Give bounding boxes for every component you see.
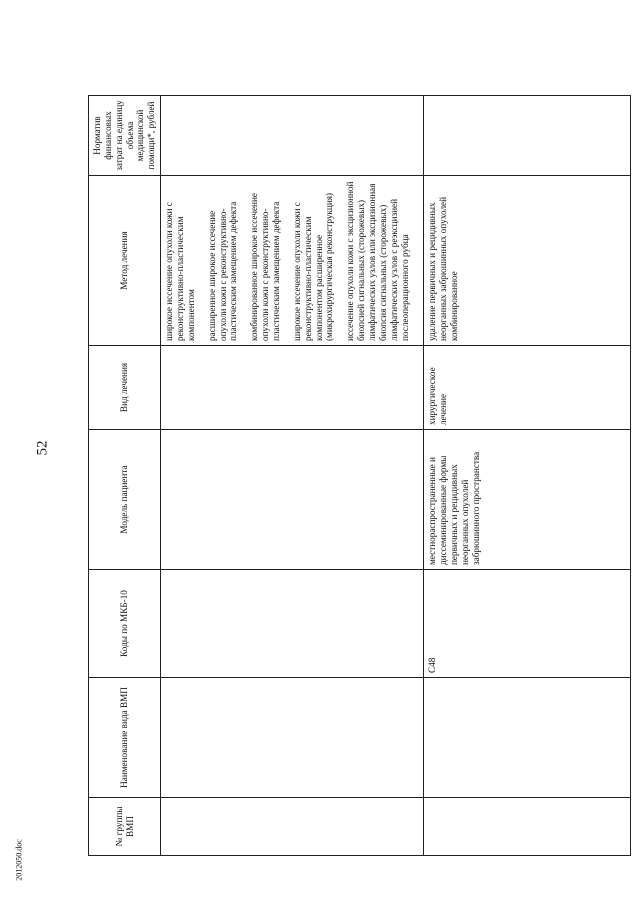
- rotated-table-container: [88, 96, 633, 856]
- cell-cost: [424, 96, 631, 176]
- cell-group: [424, 798, 631, 856]
- method-item: удаление первичных и рецидивных неорганных забрюшинных опухолей комбинированное: [427, 196, 460, 341]
- header-methods: Метод лечения: [89, 176, 161, 346]
- cell-treatment-type: хирургическое лечение: [424, 346, 631, 430]
- cell-methods: [424, 176, 631, 346]
- table-row: [161, 96, 424, 856]
- cell-patient-model: [161, 430, 424, 570]
- cell-group: [161, 798, 424, 856]
- header-group: № группы ВМП: [89, 798, 161, 856]
- header-treatment-type: Вид лечения: [89, 346, 161, 430]
- cell-name: [161, 678, 424, 798]
- cell-patient-model: местнораспространенные и диссеминированные формы первичных и рецидивных неорганных опухолей забрюшинного пространства: [424, 430, 631, 570]
- cell-methods: [161, 176, 424, 346]
- footer-code: 2012050.doc: [14, 839, 24, 881]
- cell-treatment-type: [161, 346, 424, 430]
- header-patient-model: Модель пациента: [89, 430, 161, 570]
- page-number: 52: [34, 440, 51, 456]
- medical-care-table: [88, 95, 631, 856]
- header-name: Наименование вида ВМП: [89, 678, 161, 798]
- header-row: [89, 96, 161, 856]
- header-cost: Норматив финансовых затрат на единицу объема медицинской помощи*, рублей: [89, 96, 161, 176]
- method-item: комбинированное широкое иссечение опухоли кожи с реконструктивно-пластическим замещением дефекта: [249, 193, 282, 341]
- method-item: иссечение опухоли кожи с эксцизионной биопсией сигнальных (сторожевых) лимфатических узлов или эксцизионная биопсия сигнальных (сторожевых) лимфатических узлов с реэксцизией послеоперационного рубца: [345, 181, 410, 341]
- method-item: широкое иссечение опухоли кожи с реконструктивно-пластическим компонентом: [164, 202, 196, 341]
- cell-codes: C48: [424, 570, 631, 678]
- header-codes: Коды по МКБ-10: [89, 570, 161, 678]
- table-row: [424, 96, 631, 856]
- cell-codes: [161, 570, 424, 678]
- method-item: расширенное широкое иссечение опухоли кожи с реконструктивно-пластическим замещением дефекта: [206, 201, 239, 341]
- cell-name: [424, 678, 631, 798]
- method-item: широкое иссечение опухоли кожи с реконструктивно-пластическим компонентом расширенное (микрохирургическая реконструкция): [291, 192, 335, 341]
- cell-cost: [161, 96, 424, 176]
